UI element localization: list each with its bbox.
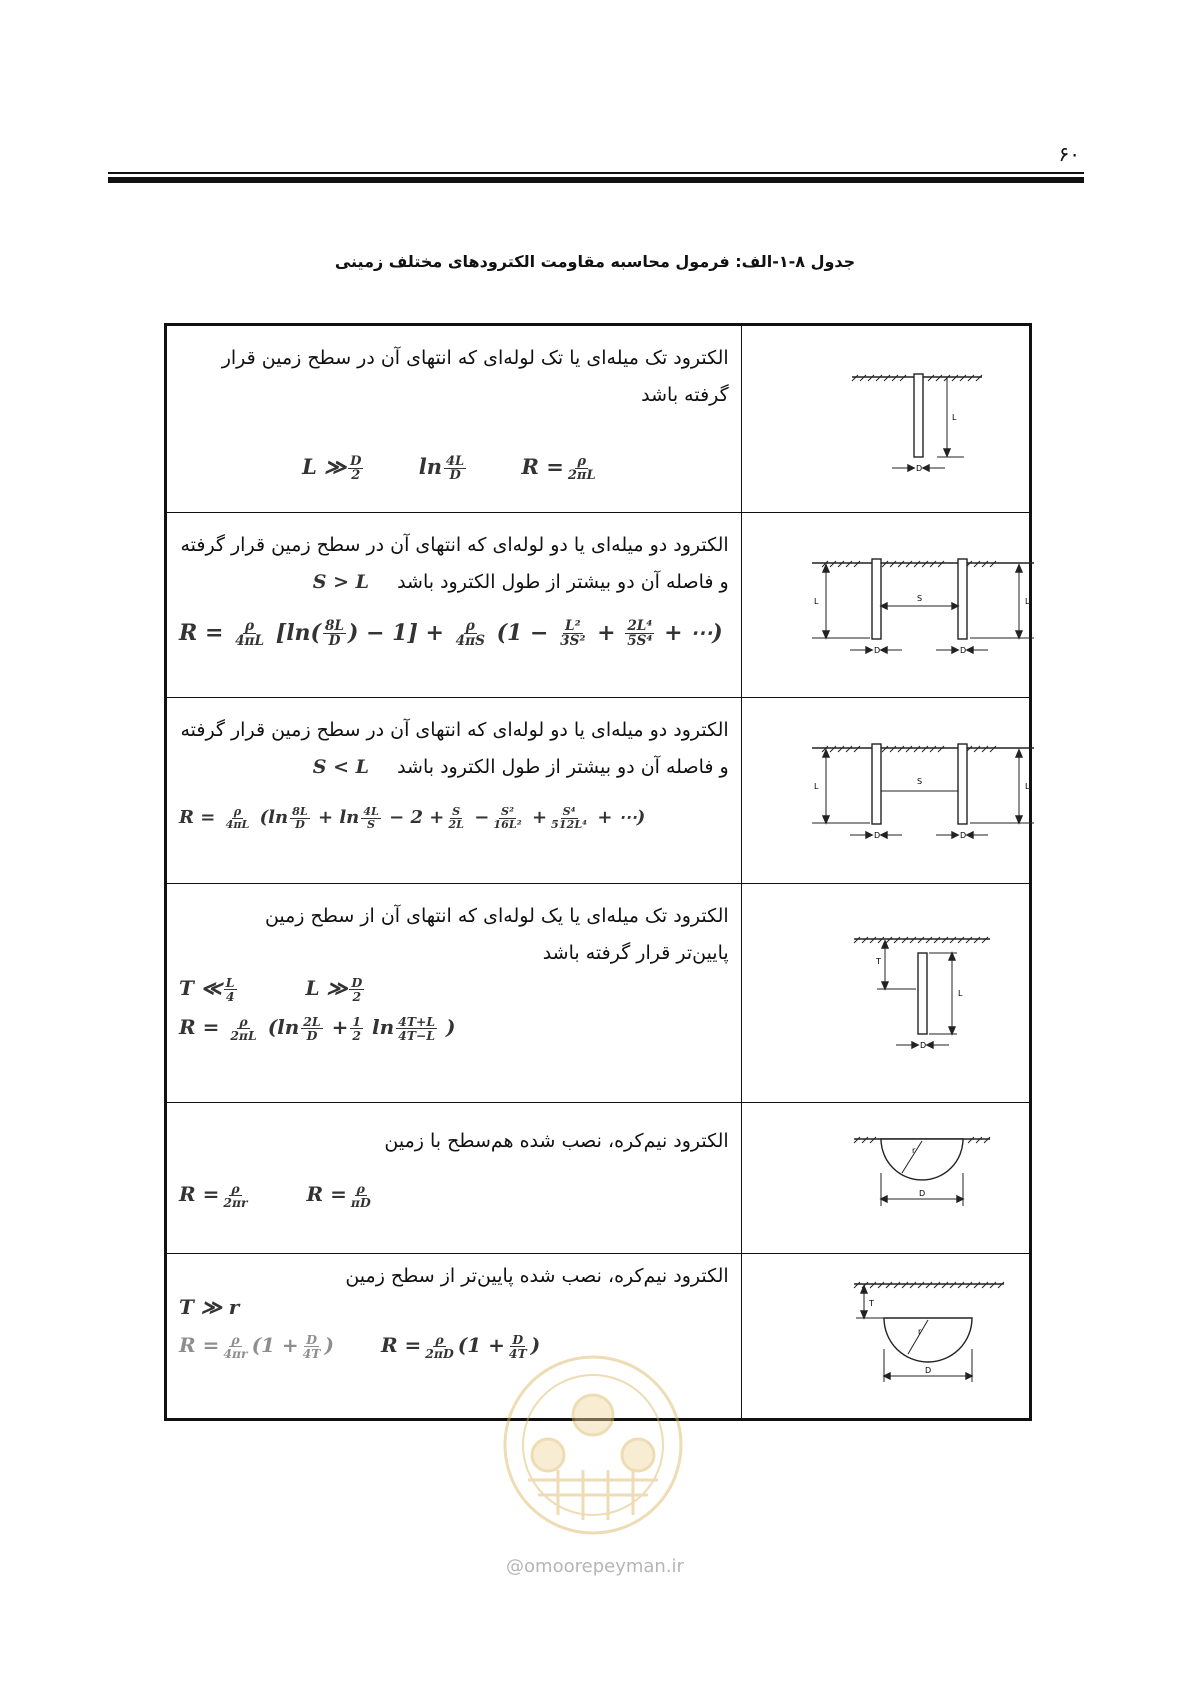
two-rods-far-diagram xyxy=(742,513,1103,698)
hemisphere-buried-diagram xyxy=(742,1254,1103,1420)
row-description: الکترود دو میله‌ای یا دو لوله‌ای که انتهای آن در سطح زمین قرار گرفته و فاصله آن دو بیشتر از طول الکترود باشد S > L xyxy=(180,534,729,593)
label-D-left: D xyxy=(873,646,880,655)
table-row xyxy=(166,325,1031,513)
condition: T ≫ r xyxy=(179,1295,240,1319)
table-caption: جدول ۸-۱-الف: فرمول محاسبه مقاومت الکترودهای مختلف زمینی xyxy=(334,252,856,271)
label-D: D xyxy=(918,1189,925,1198)
label-L-right: L xyxy=(1024,597,1030,606)
label-T: T xyxy=(868,1299,874,1308)
label-L: L xyxy=(957,989,963,998)
row-description: الکترود نیم‌کره، نصب شده هم‌سطح با زمین xyxy=(384,1130,729,1152)
table-row xyxy=(166,1103,1031,1254)
single-rod-surface-diagram xyxy=(742,326,1103,514)
table-row xyxy=(166,698,1031,884)
table-row xyxy=(166,884,1031,1103)
label-D: D xyxy=(924,1366,931,1375)
condition: S < L xyxy=(312,756,370,778)
formula: R = $\frac{\rho}{4\pi L}$ (ln $\frac{8L}{D}$ + ln $\frac{4L}{S}$ − 2 + $\frac{S}{2L}$ − $\frac{\text{S²}}{\text{16L²}}$ + $\frac{\text{S⁴}}{\text{512L⁴}}$ + ⋯) xyxy=(179,805,646,831)
row-description: الکترود تک میله‌ای یا یک لوله‌ای که انتهای آن از سطح زمین پایین‌تر قرار گرفته باشد xyxy=(264,905,729,964)
label-D: D xyxy=(915,464,922,473)
header-rule-thick xyxy=(108,177,1084,183)
header-rule-thin xyxy=(108,172,1084,174)
label-S: S xyxy=(916,594,922,603)
hemisphere-surface-diagram xyxy=(742,1103,1103,1254)
label-D-left: D xyxy=(873,831,880,840)
label-L-right: L xyxy=(1024,782,1030,791)
formula: T ≪ $\frac{L}{4}$ L ≫ $\frac{D}{2}$ xyxy=(179,975,363,1005)
label-D-right: D xyxy=(959,831,966,840)
label-T: T xyxy=(875,957,881,966)
label-r: r xyxy=(911,1146,915,1155)
page-number: ۶۰ xyxy=(1058,142,1080,166)
label-r: r xyxy=(917,1327,921,1336)
formula: R = $\frac{\rho}{2\pi r}$ R = $\frac{\rho}{\pi D}$ xyxy=(179,1181,371,1211)
label-D: D xyxy=(919,1041,926,1050)
condition: S > L xyxy=(312,571,370,593)
label-L-left: L xyxy=(813,782,819,791)
single-rod-buried-diagram xyxy=(742,884,1103,1103)
formula: R = $\frac{\rho}{4\pi r}$ (1 + $\frac{D}{4T}$ ) R = $\frac{\rho}{2\pi D}$ (1 + $\frac{D}{4T}$ ) xyxy=(179,1332,541,1362)
publisher-logo-watermark xyxy=(488,1330,698,1540)
row-description: الکترود دو میله‌ای یا دو لوله‌ای که انتهای آن در سطح زمین قرار گرفته و فاصله آن دو بیشتر از طول الکترود باشد S < L xyxy=(180,719,729,778)
two-rods-near-diagram xyxy=(742,698,1103,884)
website-watermark: @omoorepeyman.ir xyxy=(506,1556,684,1577)
formula: R = $\frac{\rho}{4\pi L}$ [ln( $\frac{8L}{D}$ ) − 1] + $\frac{\rho}{4\pi S}$ (1 − $\frac{\text{L²}}{\text{3S²}}$ + $\frac{\text{2L⁴}}{\text{5S⁴}}$ + ⋯) xyxy=(179,618,723,650)
formula: L ≫ $\frac{D}{2}$ ln $\frac{4L}{D}$ R = $\frac{\rho}{2\pi L}$ xyxy=(302,453,596,484)
formula: R = $\frac{\rho}{2\pi L}$ (ln $\frac{2L}{D}$ + $\frac{1}{2}$ ln $\frac{4T+L}{4T-L}$ ) xyxy=(179,1014,456,1044)
label-S: S xyxy=(916,777,922,786)
row-description: الکترود نیم‌کره، نصب شده پایین‌تر از سطح زمین xyxy=(345,1265,729,1287)
electrode-formula-table xyxy=(164,323,1032,1421)
row-description: الکترود تک میله‌ای یا تک لوله‌ای که انتهای آن در سطح زمین قرار گرفته باشد xyxy=(221,347,729,406)
label-D-right: D xyxy=(959,646,966,655)
label-L-left: L xyxy=(813,597,819,606)
label-L: L xyxy=(951,413,957,422)
table-row xyxy=(166,513,1031,698)
